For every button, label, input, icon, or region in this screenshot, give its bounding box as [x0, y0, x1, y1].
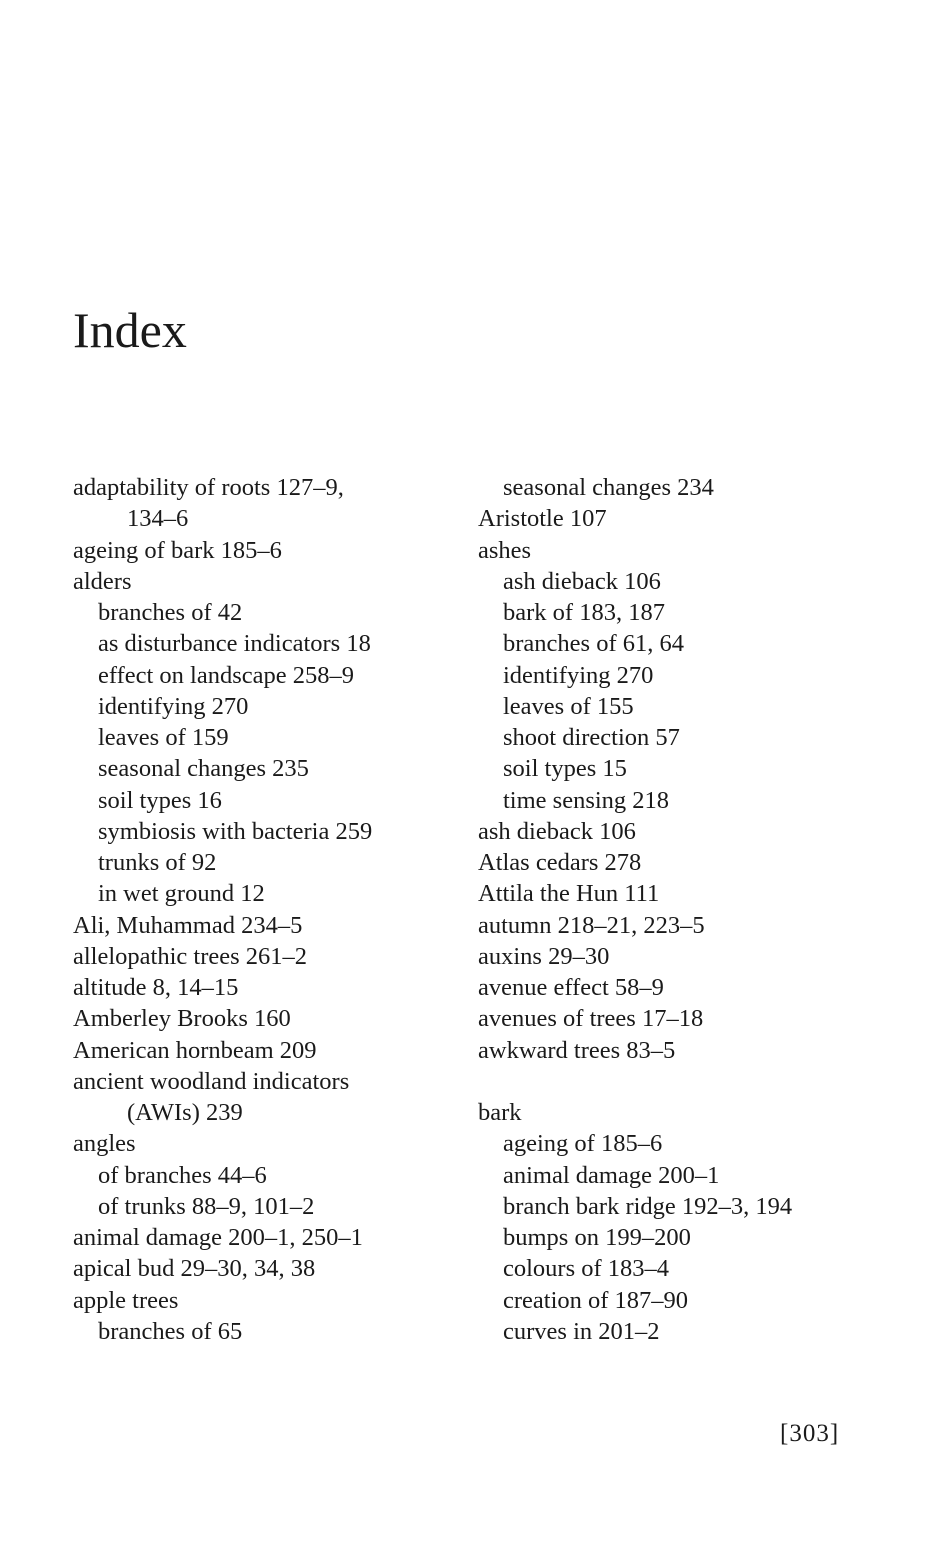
index-column-right [478, 472, 898, 1347]
index-entry: ancient woodland indicators [73, 1067, 350, 1095]
index-entry: angles [73, 1130, 136, 1158]
index-entry: avenues of trees 17–18 [478, 1005, 704, 1033]
index-subentry: leaves of 159 [98, 724, 229, 751]
index-subentry: 134–6 [127, 505, 189, 533]
index-subentry: animal damage 200–1 [503, 1161, 720, 1189]
index-subentry: branch bark ridge 192–3, 194 [503, 1192, 793, 1220]
page-title: Index [73, 302, 187, 358]
index-subentry: identifying 270 [503, 661, 654, 689]
index-subentry: of trunks 88–9, 101–2 [98, 1192, 315, 1220]
index-entry: awkward trees 83–5 [478, 1036, 676, 1064]
index-entry: animal damage 200–1, 250–1 [73, 1224, 363, 1251]
index-entry: ash dieback 106 [478, 817, 636, 845]
index-entry: Atlas cedars 278 [478, 849, 642, 876]
index-subentry: bumps on 199–200 [503, 1224, 691, 1251]
index-entry: adaptability of roots 127–9, [73, 474, 344, 501]
index-entry: apple trees [73, 1286, 179, 1314]
index-entry: Ali, Muhammad 234–5 [73, 911, 303, 939]
index-subentry: shoot direction 57 [503, 724, 680, 751]
index-entry: ageing of bark 185–6 [73, 536, 282, 564]
index-subentry: as disturbance indicators 18 [98, 630, 371, 658]
index-subentry: seasonal changes 235 [98, 755, 309, 783]
index-subentry: creation of 187–90 [503, 1286, 689, 1314]
index-subentry: colours of 183–4 [503, 1255, 670, 1283]
index-subentry: bark of 183, 187 [503, 599, 665, 626]
index-entry: altitude 8, 14–15 [73, 974, 239, 1001]
index-subentry: leaves of 155 [503, 692, 634, 720]
index-entry: American hornbeam 209 [73, 1036, 317, 1064]
index-subentry: branches of 42 [98, 599, 243, 626]
index-entry: Attila the Hun 111 [478, 880, 660, 908]
index-subentry: symbiosis with bacteria 259 [98, 817, 373, 845]
index-entry: allelopathic trees 261–2 [73, 942, 308, 970]
index-entry: Aristotle 107 [478, 505, 607, 533]
index-subentry: ageing of 185–6 [503, 1130, 663, 1158]
index-entry: alders [73, 567, 132, 595]
index-subentry: seasonal changes 234 [503, 474, 714, 501]
index-entry: apical bud 29–30, 34, 38 [73, 1255, 316, 1283]
index-entry: avenue effect 58–9 [478, 974, 664, 1001]
index-subentry: branches of 61, 64 [503, 630, 684, 658]
index-subentry: soil types 15 [503, 755, 627, 783]
index-entry: Amberley Brooks 160 [73, 1005, 291, 1033]
index-subentry: in wet ground 12 [98, 880, 265, 908]
page-number: [303] [780, 1420, 840, 1447]
index-subentry: curves in 201–2 [503, 1317, 660, 1345]
index-entry: bark [478, 1099, 522, 1126]
index-subentry: soil types 16 [98, 786, 222, 814]
index-column-left [73, 472, 453, 1347]
index-subentry: ash dieback 106 [503, 567, 661, 595]
blank-line [478, 1066, 898, 1097]
index-entry: ashes [478, 536, 532, 564]
index-entry: auxins 29–30 [478, 942, 610, 970]
index-subentry: (AWIs) 239 [127, 1099, 243, 1126]
index-subentry: trunks of 92 [98, 849, 217, 876]
index-subentry: identifying 270 [98, 692, 249, 720]
index-subentry: of branches 44–6 [98, 1161, 267, 1189]
index-entry: autumn 218–21, 223–5 [478, 911, 705, 939]
index-subentry: branches of 65 [98, 1317, 243, 1345]
index-subentry: time sensing 218 [503, 786, 670, 814]
index-subentry: effect on landscape 258–9 [98, 661, 355, 689]
